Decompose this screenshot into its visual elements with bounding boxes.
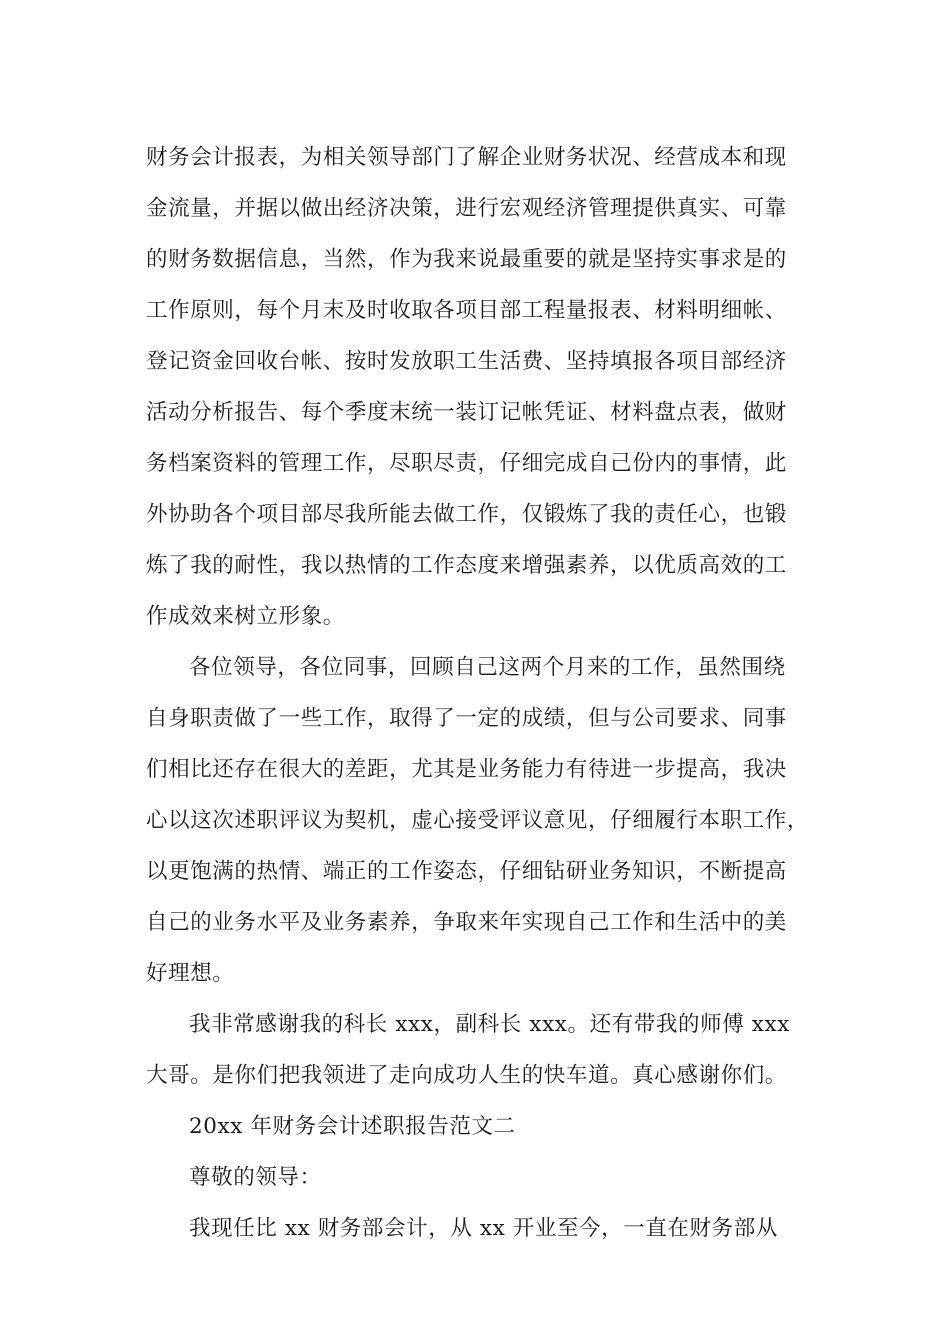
text-line: 外协助各个项目部尽我所能去做工作，仅锻炼了我的责任心，也锻 [146,502,787,527]
text-line: 自己的业务水平及业务素养，争取来年实现自己工作和生活中的美 [146,910,787,935]
text-line: 心以这次述职评议为契机，虚心接受评议意见，仔细履行本职工作， [146,808,810,833]
salutation: 尊敬的领导： [189,1165,322,1190]
section-heading: 20xx 年财务会计述职报告范文二 [189,1114,516,1139]
paragraph-start-line: 我非常感谢我的科长 xxx，副科长 xxx。还有带我的师傅 xxx [189,1012,790,1037]
text-line: 们相比还存在很大的差距，尤其是业务能力有待进一步提高，我决 [146,757,787,782]
text-line: 炼了我的耐性，我以热情的工作态度来增强素养，以优质高效的工 [146,553,787,578]
text-line: 作成效来树立形象。 [146,604,345,629]
text-line: 登记资金回收台帐、按时发放职工生活费、坚持填报各项目部经济 [146,349,787,374]
text-line: 的财务数据信息，当然，作为我来说最重要的就是坚持实事求是的 [146,247,787,272]
text-line: 活动分析报告、每个季度末统一装订记帐凭证、材料盘点表，做财 [146,400,787,425]
text-line: 自身职责做了一些工作，取得了一定的成绩，但与公司要求、同事 [146,706,787,731]
text-line: 大哥。是你们把我领进了走向成功人生的快车道。真心感谢你们。 [146,1063,787,1088]
text-line: 工作原则，每个月末及时收取各项目部工程量报表、材料明细帐、 [146,298,787,323]
text-line: 务档案资料的管理工作，尽职尽责，仔细完成自己份内的事情，此 [146,451,787,476]
paragraph-start-line: 我现任比 xx 财务部会计，从 xx 开业至今，一直在财务部从 [189,1216,778,1241]
text-line: 金流量，并据以做出经济决策，进行宏观经济管理提供真实、可靠 [146,196,787,221]
text-line: 财务会计报表，为相关领导部门了解企业财务状况、经营成本和现 [146,145,787,170]
paragraph-start-line: 各位领导，各位同事，回顾自己这两个月来的工作，虽然围绕 [189,655,786,680]
text-line: 以更饱满的热情、端正的工作姿态，仔细钻研业务知识，不断提高 [146,859,787,884]
text-line: 好理想。 [146,961,235,986]
document-body [146,132,816,1254]
